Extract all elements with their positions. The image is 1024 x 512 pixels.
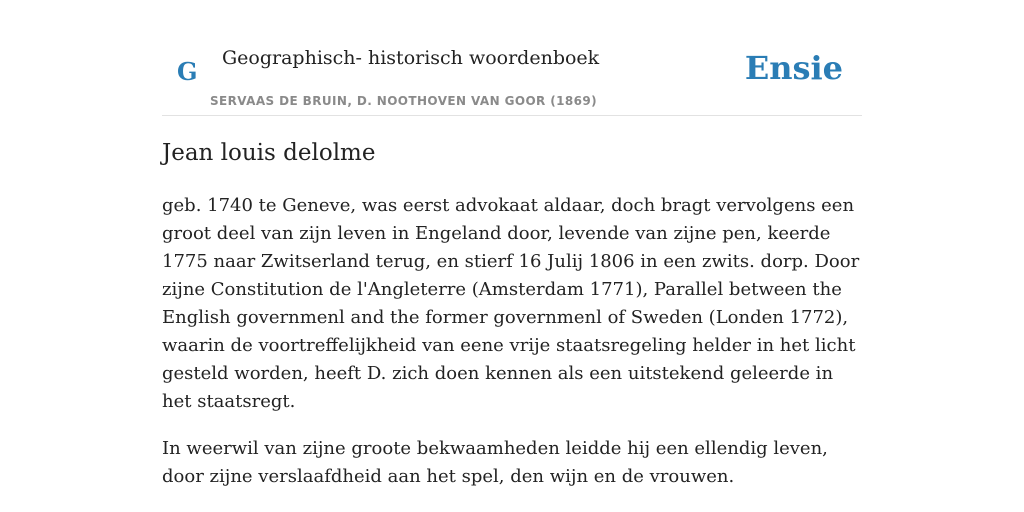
entry-paragraph: geb. 1740 te Geneve, was eerst advokaat aldaar, doch bragt vervolgens een groot deel van zijn leven in Engeland door, levende van zijne pen, keerde 1775 naar Zwitserland terug, en stierf 16 Julij 1806 in een zwits. dorp. Door zijne Constitution de l'Angleterre (Amsterdam 1771), Parallel between the English governmenl and the former governmenl of Sweden (Londen 1772), waarin de voortreffelijkheid van eene vrije staatsregeling helder in het licht gesteld worden, heeft D. zich doen kennen als een uitstekend geleerde in het staatsregt. <box>162 195 860 412</box>
ensie-logo[interactable]: Ensie <box>744 49 843 87</box>
entry-paragraph: In weerwil van zijne groote bekwaamheden leidde hij een ellendig leven, door zijne verslaafdheid aan het spel, den wijn en de vrouwen. <box>162 438 828 487</box>
book-title-link[interactable]: Geographisch- historisch woordenboek <box>222 47 600 69</box>
page-header <box>162 40 862 116</box>
entry-body <box>162 192 862 510</box>
book-letter-icon[interactable]: G <box>177 57 198 86</box>
entry-title: Jean louis delolme <box>162 140 376 166</box>
book-author: SERVAAS DE BRUIN, D. NOOTHOVEN VAN GOOR (1869) <box>210 94 598 108</box>
